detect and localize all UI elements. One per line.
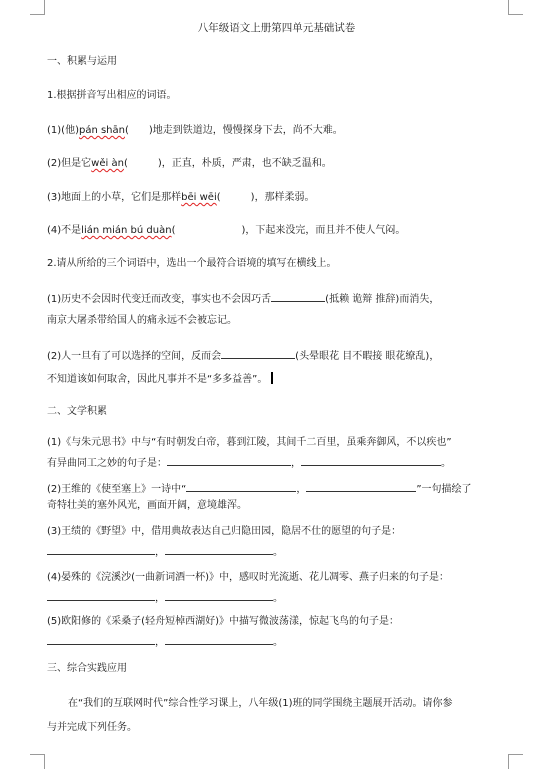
s2-item-2-line-1[interactable] bbox=[47, 481, 472, 497]
s2-item-2-prompt: (2)王维的《使至塞上》一诗中“ bbox=[47, 484, 187, 495]
q1-item-4-post: ，下起来没完，而且并不使人气闷。 bbox=[245, 225, 406, 236]
q2-item-1-line-1[interactable] bbox=[47, 291, 439, 307]
q1-item-2-post: ，正直，朴质，严肃，也不缺乏温和。 bbox=[161, 158, 332, 169]
q1-item-2-pre: (2)但是它 bbox=[47, 158, 92, 169]
q2-item-2-text: (2)人一旦有了可以选择的空间，反而会 bbox=[47, 351, 222, 362]
q2-stem: 2.请从所给的三个词语中，选出一个最符合语境的填写在横线上。 bbox=[47, 258, 337, 269]
text-cursor bbox=[271, 372, 273, 384]
comma: ， bbox=[291, 458, 301, 469]
answer-blank[interactable] bbox=[47, 634, 155, 645]
document-title: 八年级语文上册第四单元基础试卷 bbox=[197, 22, 356, 34]
crop-mark-bottom-right bbox=[508, 754, 523, 769]
section3-para-line-1: 在“我们的互联网时代”综合性学习课上，八年级(1)班的同学围绕主题展开活动。请你参 bbox=[68, 698, 453, 709]
q1-item-4-pre: (4)不是 bbox=[47, 225, 82, 236]
s2-item-3-line-2[interactable] bbox=[47, 544, 283, 560]
comma: ， bbox=[155, 547, 165, 558]
q1-item-1-pre: (1)(他) bbox=[47, 125, 79, 136]
section1-heading: 一、积累与运用 bbox=[47, 56, 117, 67]
period: 。 bbox=[441, 458, 451, 469]
s2-item-2-line-2: 奇特壮美的塞外风光，画面开阔，意境雄浑。 bbox=[47, 500, 247, 511]
q1-item-4-pinyin: lián mián bú duàn bbox=[81, 225, 172, 236]
answer-blank[interactable] bbox=[165, 590, 273, 601]
rparen: ) bbox=[148, 125, 153, 136]
q1-stem: 1.根据拼音写出相应的词语。 bbox=[47, 90, 177, 101]
lparen: ( bbox=[171, 225, 176, 236]
answer-blank[interactable] bbox=[47, 590, 155, 601]
q1-item-2-pinyin: wěi àn bbox=[91, 158, 124, 169]
q2-item-1-line-2: 南京大屠杀带给国人的痛永远不会被忘记。 bbox=[47, 315, 237, 326]
s2-item-5-line-1: (5)欧阳修的《采桑子(轻舟短棹西湖好)》中描写微波荡漾，惊起飞鸟的句子是： bbox=[47, 616, 399, 627]
answer-blank[interactable] bbox=[221, 348, 295, 359]
q2-item-2-line-2-text: 不知道该如何取舍，因此凡事并不是“多多益善”。 bbox=[47, 374, 268, 385]
s2-item-1-line-2[interactable] bbox=[47, 455, 451, 471]
lparen: ( bbox=[123, 158, 128, 169]
q1-item-1-post: 地走到铁道边，慢慢探身下去，尚不大难。 bbox=[152, 125, 343, 136]
period: 。 bbox=[273, 637, 283, 648]
rparen: ) bbox=[241, 225, 246, 236]
answer-blank[interactable] bbox=[165, 634, 273, 645]
period: 。 bbox=[273, 547, 283, 558]
s2-item-1-prompt: 有异曲同工之妙的句子是： bbox=[47, 458, 167, 469]
q1-item-3-pinyin: bēi wēi bbox=[181, 192, 217, 203]
answer-blank[interactable] bbox=[165, 544, 273, 555]
comma: ， bbox=[296, 484, 307, 495]
crop-mark-top-left bbox=[30, 0, 45, 15]
q1-item-3[interactable] bbox=[47, 191, 315, 205]
s2-item-5-line-2[interactable] bbox=[47, 634, 283, 650]
q1-item-1[interactable] bbox=[47, 124, 343, 138]
lparen: ( bbox=[124, 125, 129, 136]
section3-heading: 三、综合实践应用 bbox=[47, 663, 127, 674]
s2-item-4-line-1: (4)晏殊的《浣溪沙(一曲新词酒一杯)》中，感叹时光流逝、花儿凋零、燕子归来的句子是： bbox=[47, 572, 449, 583]
q2-item-1-options: (抵赖 诡辩 推辞)而消失， bbox=[325, 294, 440, 305]
s2-item-2-suffix: ”一句描绘了 bbox=[416, 484, 472, 495]
rparen: ) bbox=[157, 158, 162, 169]
q2-item-2-line-2 bbox=[47, 372, 273, 387]
lparen: ( bbox=[216, 192, 221, 203]
answer-blank[interactable] bbox=[186, 481, 296, 492]
crop-mark-top-right bbox=[508, 0, 523, 15]
q2-item-2-line-1[interactable] bbox=[47, 348, 439, 364]
crop-mark-bottom-left bbox=[30, 754, 45, 769]
s2-item-3-line-1: (3)王绩的《野望》中，借用典故表达自己归隐田园，隐居不仕的愿望的句子是： bbox=[47, 526, 402, 537]
section2-heading: 二、文学积累 bbox=[47, 406, 107, 417]
answer-blank[interactable] bbox=[301, 455, 441, 466]
s2-item-4-line-2[interactable] bbox=[47, 590, 283, 606]
answer-blank[interactable] bbox=[306, 481, 416, 492]
section3-para-line-2: 与并完成下列任务。 bbox=[47, 722, 137, 733]
answer-blank[interactable] bbox=[167, 455, 291, 466]
q1-item-1-pinyin: pán shān bbox=[78, 125, 125, 136]
answer-blank[interactable] bbox=[47, 544, 155, 555]
rparen: ) bbox=[250, 192, 255, 203]
answer-blank[interactable] bbox=[271, 291, 325, 302]
q1-item-2[interactable] bbox=[47, 157, 332, 171]
q1-item-3-pre: (3)地面上的小草，它们是那样 bbox=[47, 192, 182, 203]
q1-item-4[interactable] bbox=[47, 224, 405, 238]
q2-item-1-text: (1)历史不会因时代变迁而改变，事实也不会因巧舌 bbox=[47, 294, 272, 305]
period: 。 bbox=[273, 593, 283, 604]
comma: ， bbox=[155, 593, 165, 604]
q2-item-2-options: (头晕眼花 目不暇接 眼花缭乱)， bbox=[295, 351, 440, 362]
s2-item-1-line-1: (1)《与朱元思书》中与“有时朝发白帝，暮到江陵，其间千二百里，虽乘奔御风，不以疾也” bbox=[47, 437, 452, 448]
comma: ， bbox=[155, 637, 165, 648]
q1-item-3-post: ，那样柔弱。 bbox=[254, 192, 315, 203]
